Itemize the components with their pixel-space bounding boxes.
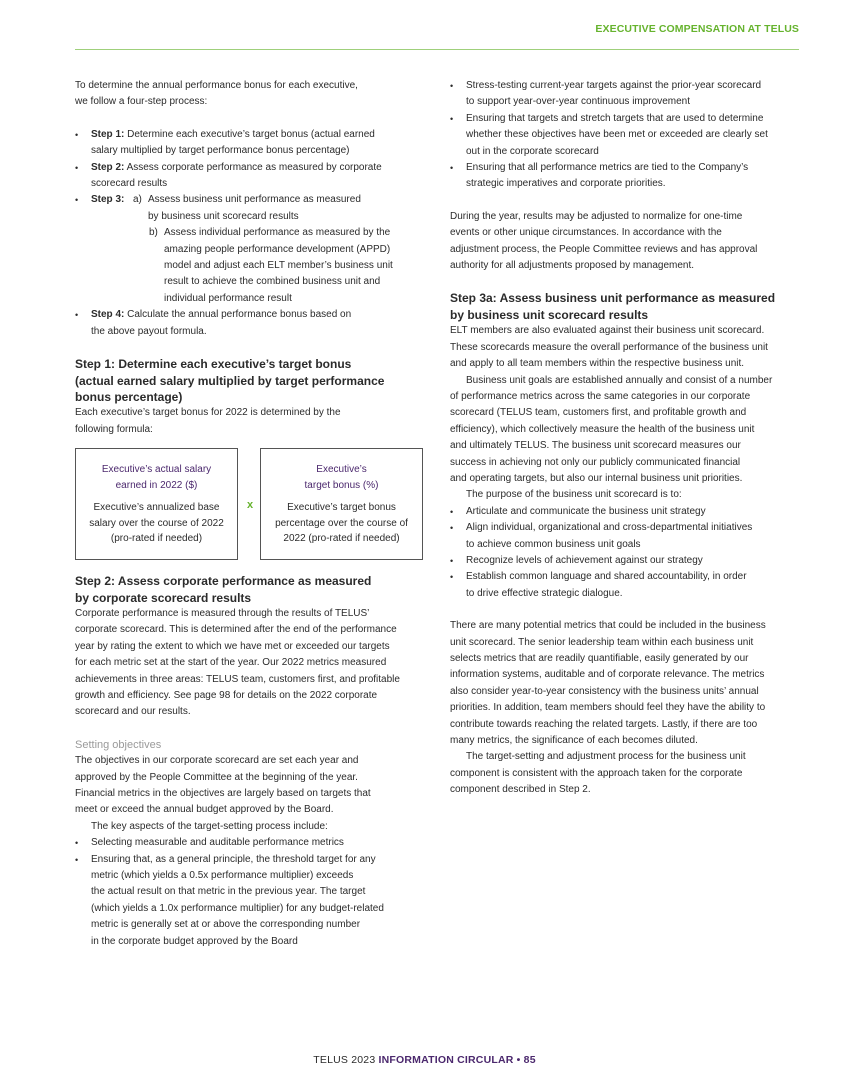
formula-box-salary-title: Executive’s actual salary earned in 2022 ($) <box>101 464 212 491</box>
bonus-formula <box>75 448 425 562</box>
formula-box-bonus <box>260 448 423 560</box>
purpose-bullets <box>450 504 800 602</box>
setting-bullets <box>75 835 425 950</box>
formula-box-bonus-title: Executive’s target bonus (%) <box>304 464 379 491</box>
list-item: • Align individual, organizational and cross-departmental initiatives to achieve common business unit goals <box>450 520 800 553</box>
right-column <box>450 78 800 799</box>
list-item: • Ensuring that, as a general principle, the threshold target for any metric (which yields a 0.5x performance multiplier) exceeds the actual result on that metric in the previous year. The target (which yields a 1.0x performance multiplier) for any budget-related metric is generally set at or above the corresponding number in the corporate budget approved by the Board <box>75 852 425 950</box>
list-item: • Articulate and communicate the business unit strategy <box>450 504 800 520</box>
step1-heading: Step 1: Determine each executive’s target bonus (actual earned salary multiplied by target performance bonus percentage) <box>75 357 385 404</box>
step-2-item: • Step 2: Assess corporate performance as measured by corporate scorecard results <box>75 160 425 193</box>
footer-prefix: TELUS 2023 <box>313 1054 379 1066</box>
setting-objectives-heading: Setting objectives <box>75 738 162 751</box>
list-item: • Ensuring that targets and stretch targets that are used to determine whether these objectives have been met or exceeded are clearly set out in the corporate scorecard <box>450 111 800 160</box>
step-1-item: • Step 1: Determine each executive’s target bonus (actual earned salary multiplied by target performance bonus percentage) <box>75 127 425 160</box>
step-4-item: • Step 4: Calculate the annual performance bonus based on the above payout formula. <box>75 307 425 340</box>
footer-title: INFORMATION CIRCULAR <box>378 1054 514 1066</box>
header-rule <box>75 49 799 50</box>
step2-heading: Step 2: Assess corporate performance as measured by corporate scorecard results <box>75 574 372 605</box>
step-list <box>75 127 425 340</box>
formula-box-salary <box>75 448 238 560</box>
adjustment-body: During the year, results may be adjusted to normalize for one-time events or other unique circumstances. In accordance with the adjustment process, the People Committee reviews and has approval authority for all adjustments proposed by management. <box>450 210 758 272</box>
multiply-operator: x <box>246 499 254 512</box>
step1-body: Each executive’s target bonus for 2022 is determined by the following formula: <box>75 407 341 435</box>
intro-text: To determine the annual performance bonus for each executive, we follow a four-step process: <box>75 80 358 108</box>
list-item: • Establish common language and shared accountability, in order to drive effective strategic dialogue. <box>450 569 800 602</box>
left-column <box>75 78 425 950</box>
list-item: • Selecting measurable and auditable performance metrics <box>75 835 425 851</box>
page-number: • 85 <box>513 1054 536 1066</box>
metrics-body: There are many potential metrics that could be included in the business unit scorecard. The senior leadership team within each business unit selects metrics that are readily quantifiable, easily generated by our information systems, auditable and of corporate relevance. The metrics also consider year-to-year consistency with the business units’ annual priorities. In addition, team members should feel they have the ability to contribute towards reaching the related targets. Lastly, if there are too many metrics, the significance of each becomes diluted. <box>450 620 766 747</box>
final-body: The target-setting and adjustment process for the business unit component is consistent with the approach taken for the corporate component described in Step 2. <box>450 751 746 796</box>
step-3-item: • Step 3: a) Assess business unit performance as measured by business unit scorecard results b) Assess individual performance as measured by the amazing people performance development (APPD) model and adjust each ELT member’s business unit result to achieve the combined business unit and individual performance result <box>75 192 425 307</box>
step2-body: Corporate performance is measured through the results of TELUS’ corporate scorecard. This is determined after the end of the performance year by rating the extent to which we have met or exceeded our targets for each metric set at the start of the year. Our 2022 metrics measured achievements in three areas: TELUS team, customers first, and profitable growth and efficiency. See page 98 for details on the 2022 corporate scorecard and our results. <box>75 607 400 718</box>
step3a-heading: Step 3a: Assess business unit performance as measured by business unit scorecard results <box>450 291 776 322</box>
setting-objectives-body: The objectives in our corporate scorecard are set each year and approved by the People Committee at the beginning of the year. Financial metrics in the objectives are largely based on targets that meet or exceed the annual budget approved by the Board. <box>75 755 371 816</box>
step3a-body: ELT members are also evaluated against their business unit scorecard. These scorecards measure the overall performance of the business unit and apply to all team members within the respective business unit. <box>450 325 768 370</box>
list-item: • Recognize levels of achievement against our strategy <box>450 553 800 569</box>
running-header: EXECUTIVE COMPENSATION AT TELUS <box>595 23 799 35</box>
formula-box-bonus-desc: Executive’s target bonus percentage over the course of 2022 (pro-rated if needed) <box>275 502 408 545</box>
purpose-intro: The purpose of the business unit scorecard is to: <box>466 489 682 501</box>
goals-body: Business unit goals are established annually and consist of a number of performance metrics across the same categories in our corporate scorecard (TELUS team, customers first, and profitable growth and efficiency), which collectively measure the health of the business unit and ultimately TELUS. The business unit scorecard measures our success in achieving not only our publicly communicated financial and operating targets, but also our internal business unit priorities. <box>450 374 773 484</box>
page-footer <box>0 1054 849 1066</box>
formula-box-salary-desc: Executive’s annualized base salary over the course of 2022 (pro-rated if needed) <box>89 502 224 545</box>
setting-key-aspects: The key aspects of the target-setting process include: <box>91 820 328 832</box>
list-item: • Ensuring that all performance metrics are tied to the Company’s strategic imperatives and corporate priorities. <box>450 160 800 193</box>
list-item: • Stress-testing current-year targets against the prior-year scorecard to support year-over-year continuous improvement <box>450 78 800 111</box>
target-bullets <box>450 78 800 193</box>
